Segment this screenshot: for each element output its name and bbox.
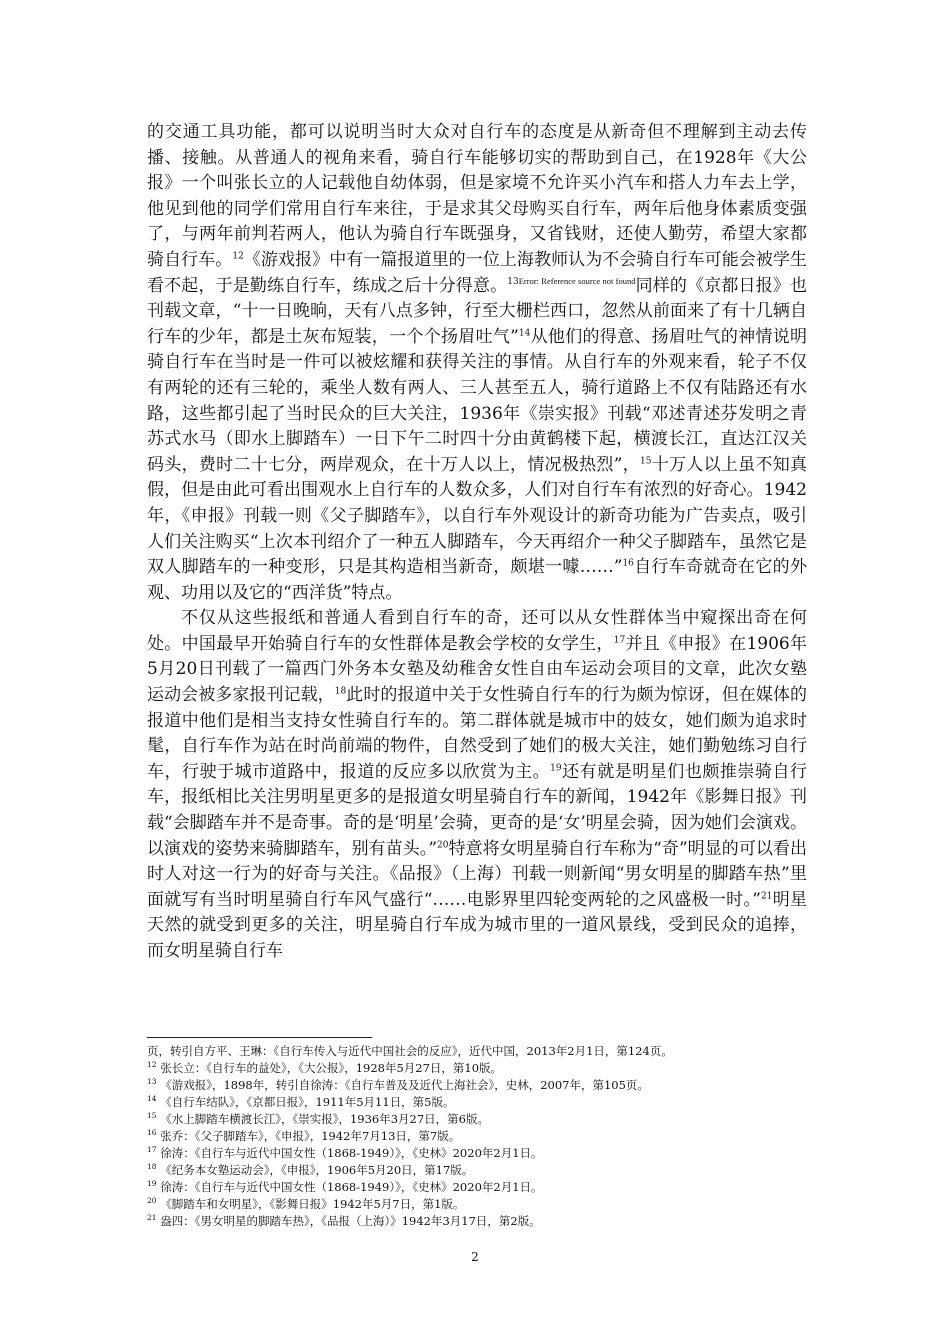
footnote-ref-18[interactable]: 18 [334, 686, 347, 697]
text-run: 同样的《京都日报》也刊载文章，“十一日晚晌，天有八点多钟，行至大栅栏西口，忽然从前面来了有十几辆自行车的少年，都是土灰布短装，一个个扬眉吐气” [147, 275, 808, 347]
footnote-text: 张长立：《自行车的益处》，《大公报》，1928年5月27日，第10版。 [160, 1061, 503, 1075]
footnote-number: 17 [147, 1145, 157, 1155]
text-run: 自行车奇就奇在它的外观、功用以及它的“西洋货”特点。 [147, 557, 807, 603]
footnote-ref-number: 13 [507, 276, 519, 287]
footnote-number: 19 [147, 1179, 157, 1189]
footnote-14 [147, 1094, 807, 1111]
body-text [147, 120, 807, 965]
footnote-number: 20 [147, 1196, 157, 1206]
text-run: 还有就是明星们也颇推崇骑自行车，报纸相比关注男明星更多的是报道女明星骑自行车的新闻，1942年《影舞日报》刊载“会脚踏车并不是奇事。奇的是‘明星’会骑，更奇的是‘女’明星会骑，因为她们会演戏。以演戏的姿势来骑脚踏车，别有苗头。” [147, 761, 808, 859]
footnote-17 [147, 1145, 807, 1162]
footnote-ref-17[interactable]: 17 [613, 635, 626, 646]
text-run: 的交通工具功能，都可以说明当时大众对自行车的态度是从新奇但不理解到主动去传播、接触。从普通人的视角来看，骑自行车能够切实的帮助到自己，在1928年《大公报》一个叫张长立的人记载他自幼体弱，但是家境不允许买小汽车和搭人力车去上学，他见到他的同学们常用自行车来往，于是求其父母购买自行车，两年后他身体素质变强了，与两年前判若两人，他认为骑自行车既强身，又省钱财，还使人勤劳，希望大家都骑自行车。 [147, 122, 807, 270]
footnote-separator [147, 1037, 372, 1038]
footnote-number: 16 [147, 1128, 157, 1138]
footnote-ref-21[interactable]: 21 [760, 891, 773, 902]
footnote-text: 《自行车结队》，《京都日报》，1911年5月11日，第5版。 [160, 1095, 455, 1109]
footnotes [147, 1043, 807, 1230]
footnote-text: 《水上脚踏车横渡长江》，《崇实报》，1936年3月27日，第6版。 [160, 1112, 489, 1126]
footnote-20 [147, 1196, 807, 1213]
footnote-12 [147, 1060, 807, 1077]
footnote-number: 18 [147, 1162, 157, 1172]
footnote-15 [147, 1111, 807, 1128]
reference-error-text: Error: Reference source not found [518, 275, 636, 286]
footnote-ref-14[interactable]: 14 [518, 328, 531, 339]
footnote-text: 《纪务本女塾运动会》，《申报》，1906年5月20日，第17版。 [160, 1163, 474, 1177]
paragraph-1 [147, 120, 807, 606]
footnote-ref-20[interactable]: 20 [437, 839, 449, 850]
footnote-number: 13 [147, 1077, 157, 1087]
footnote-number: 21 [147, 1213, 157, 1223]
footnote-16 [147, 1128, 807, 1145]
text-run: 十万人以上虽不知真假，但是由此可看出围观水上自行车的人数众多，人们对自行车有浓烈的好奇心。1942年，《申报》刊载一则《父子脚踏车》，以自行车外观设计的新奇功能为广告卖点，吸引人们关注购买“上次本刊绍介了一种五人脚踏车，今天再绍介一种父子脚踏车，虽然它是双人脚踏车的一种变形，只是其构造相当新奇，颇堪一噱……” [147, 454, 807, 578]
paragraph-2 [147, 606, 807, 964]
text-run: 特意将女明星骑自行车称为“奇”明显的可以看出时人对这一行为的好奇与关注。《品报》（上海）刊载一则新闻“男女明星的脚踏车热”里面就写有当时明星骑自行车风气盛行“……电影界里四轮变两轮的之风盛极一时。” [147, 838, 807, 910]
footnote-ref-15[interactable]: 15 [639, 456, 652, 467]
footnote-text: 《脚踏车和女明星》，《影舞日报》1942年5月7日，第1版。 [160, 1197, 465, 1211]
text-run: 明星天然的就受到更多的关注，明星骑自行车成为城市里的一道风景线，受到民众的追捧，而女明星骑自行车 [147, 889, 807, 961]
footnote-18 [147, 1162, 807, 1179]
footnote-13 [147, 1077, 807, 1094]
footnote-ref-16[interactable]: 16 [622, 558, 634, 569]
footnote-text: 张乔：《父子脚踏车》，《申报》，1942年7月13日，第7版。 [160, 1129, 461, 1143]
footnote-text: 盎四：《男女明星的脚踏车热》，《品报（上海）》1942年3月17日，第2版。 [160, 1214, 541, 1228]
footnote-continued [147, 1043, 807, 1060]
text-run: 并且《申报》在1906年5月20日刊载了一篇西门外务本女塾及幼稚舍女性自由车运动会项目的文章，此次女塾运动会被多家报刊记载， [147, 633, 808, 706]
text-run: 《游戏报》中有一篇报道里的一位上海教师认为不会骑自行车可能会被学生看不起，于是勤练自行车，练成之后十分得意。 [147, 249, 808, 296]
footnote-ref-19[interactable]: 19 [550, 763, 562, 774]
footnote-ref-13[interactable] [507, 277, 635, 287]
footnote-21 [147, 1213, 807, 1230]
text-run: 此时的报道中关于女性骑自行车的行为颇为惊讶，但在媒体的报道中他们是相当支持女性骑自行车的。第二群体就是城市中的妓女，她们颇为追求时髦，自行车作为站在时尚前端的物件，自然受到了她们的极大关注，她们勤勉练习自行车，行驶于城市道路中，报道的反应多以欣赏为主。 [147, 685, 808, 782]
text-run: 从他们的得意、扬眉吐气的神情说明骑自行车在当时是一件可以被炫耀和获得关注的事情。从自行车的外观来看，轮子不仅有两轮的还有三轮的，乘坐人数有两人、三人甚至五人，骑行道路上不仅有陆路还有水路，这些都引起了当时民众的巨大关注，1936年《崇实报》刊载“邓述青述芬发明之青苏式水马（即水上脚踏车）一日下午二时四十分由黄鹤楼下起，横渡长江，直达江汉关码头，费时二十七分，两岸观众，在十万人以上，情况极热烈”， [147, 326, 808, 475]
footnote-text: 页，转引自方平、王琳：《自行车传入与近代中国社会的反应》，近代中国，2013年2月1日，第124页。 [147, 1044, 673, 1058]
text-run: 不仅从这些报纸和普通人看到自行车的奇，还可以从女性群体当中窥探出奇在何处。中国最早开始骑自行车的女性群体是教会学校的女学生， [147, 608, 807, 654]
footnote-text: 徐涛：《自行车与近代中国女性（1868-1949）》，《史林》2020年2月1日。 [160, 1180, 543, 1194]
footnote-text: 《游戏报》，1898年，转引自徐涛：《自行车普及及近代上海社会》，史林，2007年，第105页。 [160, 1078, 649, 1092]
footnote-text: 徐涛：《自行车与近代中国女性（1868-1949）》，《史林》2020年2月1日。 [160, 1146, 543, 1160]
page-number: 2 [471, 1250, 479, 1264]
footnote-number: 12 [147, 1060, 157, 1070]
footnote-19 [147, 1179, 807, 1196]
footnote-ref-12[interactable]: 12 [232, 251, 244, 262]
footnote-number: 15 [147, 1111, 157, 1121]
footnote-number: 14 [147, 1094, 157, 1104]
